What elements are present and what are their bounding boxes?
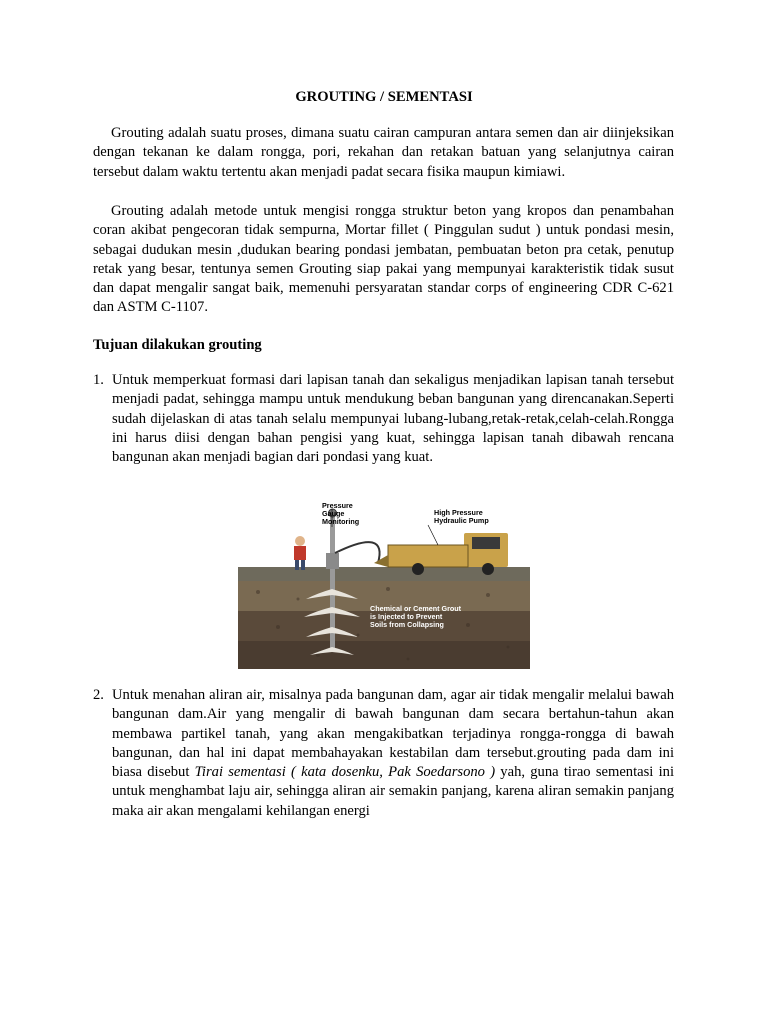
soil-layer-deep xyxy=(238,641,530,669)
paragraph-method: Grouting adalah metode untuk mengisi rongga struktur beton yang kropos dan penambahan coran akibat pengecoran tidak sempurna, Mortar fillet ( Pinggulan sudut ) untuk pondasi mesin, sebagai dudukan mesin ,dudukan bearing pondasi jembatan, pembuatan beton pra cetak, penutup retak yang besar, tentunya semen Grouting siap pakai yang mempunyai karakteristik tidak susut dan dapat mengalir sangat baik, memenuhi persyaratan standar corps of engineering CDR C-621 dan ASTM C-1107. xyxy=(93,203,674,316)
label-pump-1: High Pressure xyxy=(434,508,483,517)
list-item-text-italic: Tirai sementasi ( kata dosenku, Pak Soedarsono ) xyxy=(194,764,496,781)
list-item-number: 1. xyxy=(93,372,104,388)
list-item-text-before: Untuk menahan aliran air, misalnya pada bangunan dam, agar air tidak mengalir melalui bawah bangunan dam.Air yang mengalir di bawah bangunan dam secara bertahun-tahun akan membawa partikel tanah, yang akan mengakibatkan terjadinya rongga-rongga di bawah bangunan, dan hal ini dapat membahayakan kestabilan dam tersebut.grouting pada dam ini biasa disebut xyxy=(112,687,674,781)
paragraph-definition: Grouting adalah suatu proses, dimana suatu cairan campuran antara semen dan air diinjeksikan dengan tekanan ke dalam rongga, pori, rekahan dan retakan batuan yang selanjutnya cairan tersebut dalam waktu tertentu akan menjadi padat secara fisika maupun kimiawi. xyxy=(93,125,674,180)
grouting-illustration xyxy=(238,497,530,669)
label-gauge-3: Monitoring xyxy=(322,517,360,526)
label-pump-2: Hydraulic Pump xyxy=(434,516,489,525)
list-item-text xyxy=(112,686,674,821)
label-grout-3: Soils from Collapsing xyxy=(370,620,444,629)
label-gauge-1: Pressure xyxy=(322,501,353,510)
list-item-text-after: yah, guna tirao sementasi ini untuk menghambat laju air, sehingga aliran air semakin panjang, karena aliran semakin panjang maka air akan mengalami kehilangan energi xyxy=(112,764,674,819)
document-title: GROUTING / SEMENTASI xyxy=(295,89,473,105)
label-grout-2: is Injected to Prevent xyxy=(370,612,443,621)
label-gauge-2: Gauge xyxy=(322,509,345,518)
section-heading: Tujuan dilakukan grouting xyxy=(93,337,262,353)
list-item-text: Untuk memperkuat formasi dari lapisan tanah dan sekaligus menjadikan lapisan tanah tersebut menjadi padat, sehingga mampu untuk mendukung beban bangunan yang direncanakan.Seperti sudah dijelaskan di atas tanah selalu mempunyai lubang-lubang,retak-retak,celah-celah.Rongga ini harus diisi dengan bahan pengisi yang kuat, sehingga lapisan tanah dibawah rencana bangunan akan menjadi bagian dari pondasi yang kuat. xyxy=(112,372,674,466)
label-grout-1: Chemical or Cement Grout xyxy=(370,604,462,613)
list-item xyxy=(93,686,674,821)
list-item xyxy=(93,371,674,467)
list-item-number: 2. xyxy=(93,687,104,703)
